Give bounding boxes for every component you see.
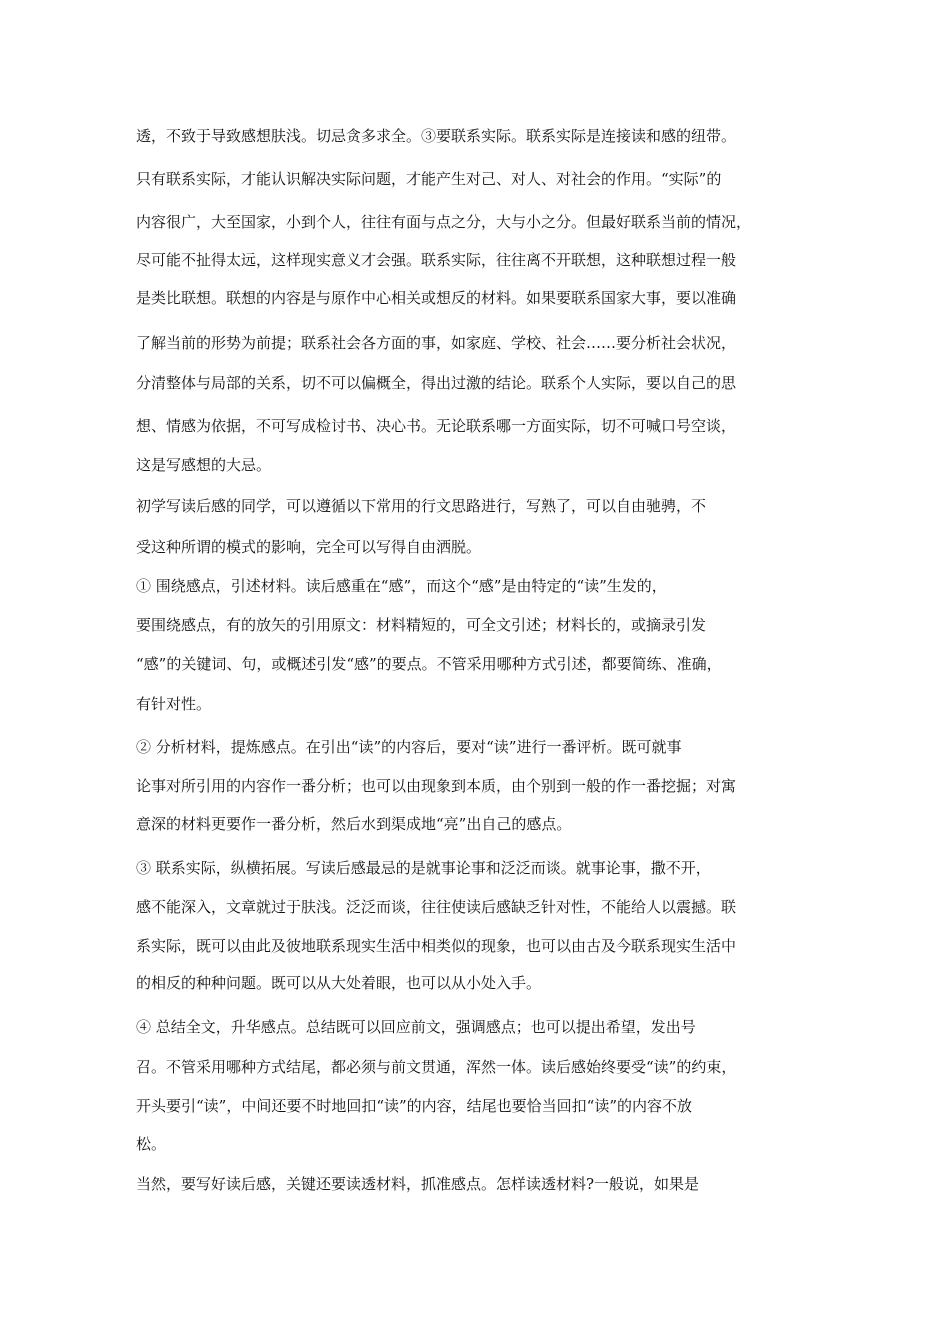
- text-line: 感不能深入，文章就过于肤浅。泛泛而谈，往往使读后感缺乏针对性，不能给人以震撼。联: [136, 898, 737, 916]
- text-line: 要围绕感点，有的放矢的引用原文：材料精短的，可全文引述；材料长的，或摘录引发: [136, 616, 707, 634]
- text-line: 受这种所谓的模式的影响，完全可以写得自由洒脱。: [136, 538, 482, 556]
- text-line: 系实际，既可以由此及彼地联系现实生活中相类似的现象，也可以由古及今联系现实生活中: [136, 937, 737, 955]
- text-line: 内容很广，大至国家，小到个人，往往有面与点之分，大与小之分。但最好联系当前的情况，: [136, 213, 752, 231]
- text-line: 当然，要写好读后感，关键还要读透材料，抓准感点。怎样读透材料?一般说，如果是: [136, 1175, 700, 1193]
- text-line: 分清整体与局部的关系，切不可以偏概全，得出过激的结论。联系个人实际，要以自己的思: [136, 374, 737, 392]
- text-line: 有针对性。: [136, 695, 212, 713]
- text-line: 透，不致于导致感想肤浅。切忌贪多求全。③要联系实际。联系实际是连接读和感的纽带。: [136, 127, 737, 145]
- text-line: 初学写读后感的同学，可以遵循以下常用的行文思路进行，写熟了，可以自由驰骋，不: [136, 497, 707, 515]
- text-line: 这是写感想的大忌。: [136, 456, 272, 474]
- text-line: 论事对所引用的内容作一番分析；也可以由现象到本质，由个别到一般的作一番挖掘；对寓: [136, 777, 737, 795]
- text-line: 尽可能不扯得太远，这样现实意义才会强。联系实际，往往离不开联想，这种联想过程一般: [136, 251, 737, 269]
- text-line: 召。不管采用哪种方式结尾，都必须与前文贯通，浑然一体。读后感始终要受“读”的约束，: [136, 1058, 737, 1076]
- text-line: ① 围绕感点，引述材料。读后感重在“感”，而这个“感”是由特定的“读”生发的，: [136, 577, 667, 595]
- text-line: 是类比联想。联想的内容是与原作中心相关或想反的材料。如果要联系国家大事，要以准确: [136, 289, 737, 307]
- text-line: 只有联系实际，才能认识解决实际问题，才能产生对己、对人、对社会的作用。“实际”的: [136, 170, 722, 188]
- text-line: 意深的材料更要作一番分析，然后水到渠成地“亮”出自己的感点。: [136, 815, 572, 833]
- text-line: 想、情感为依据，不可写成检讨书、决心书。无论联系哪一方面实际，切不可喊口号空谈，: [136, 417, 737, 435]
- text-line: ④ 总结全文，升华感点。总结既可以回应前文，强调感点；也可以提出希望，发出号: [136, 1018, 696, 1036]
- text-line: 开头要引“读”，中间还要不时地回扣“读”的内容，结尾也要恰当回扣“读”的内容不放: [136, 1097, 693, 1115]
- text-line: ③ 联系实际，纵横拓展。写读后感最忌的是就事论事和泛泛而谈。就事论事，撒不开，: [136, 859, 711, 877]
- text-line: 的相反的种种问题。既可以从大处着眼，也可以从小处入手。: [136, 974, 542, 992]
- text-line: “感”的关键词、句，或概述引发“感”的要点。不管采用哪种方式引述，都要简练、准确，: [136, 655, 722, 673]
- text-line: 了解当前的形势为前提；联系社会各方面的事，如家庭、学校、社会……要分析社会状况，: [136, 334, 737, 352]
- text-line: 松。: [136, 1135, 167, 1153]
- text-line: ② 分析材料，提炼感点。在引出“读”的内容后，要对“读”进行一番评析。既可就事: [136, 738, 682, 756]
